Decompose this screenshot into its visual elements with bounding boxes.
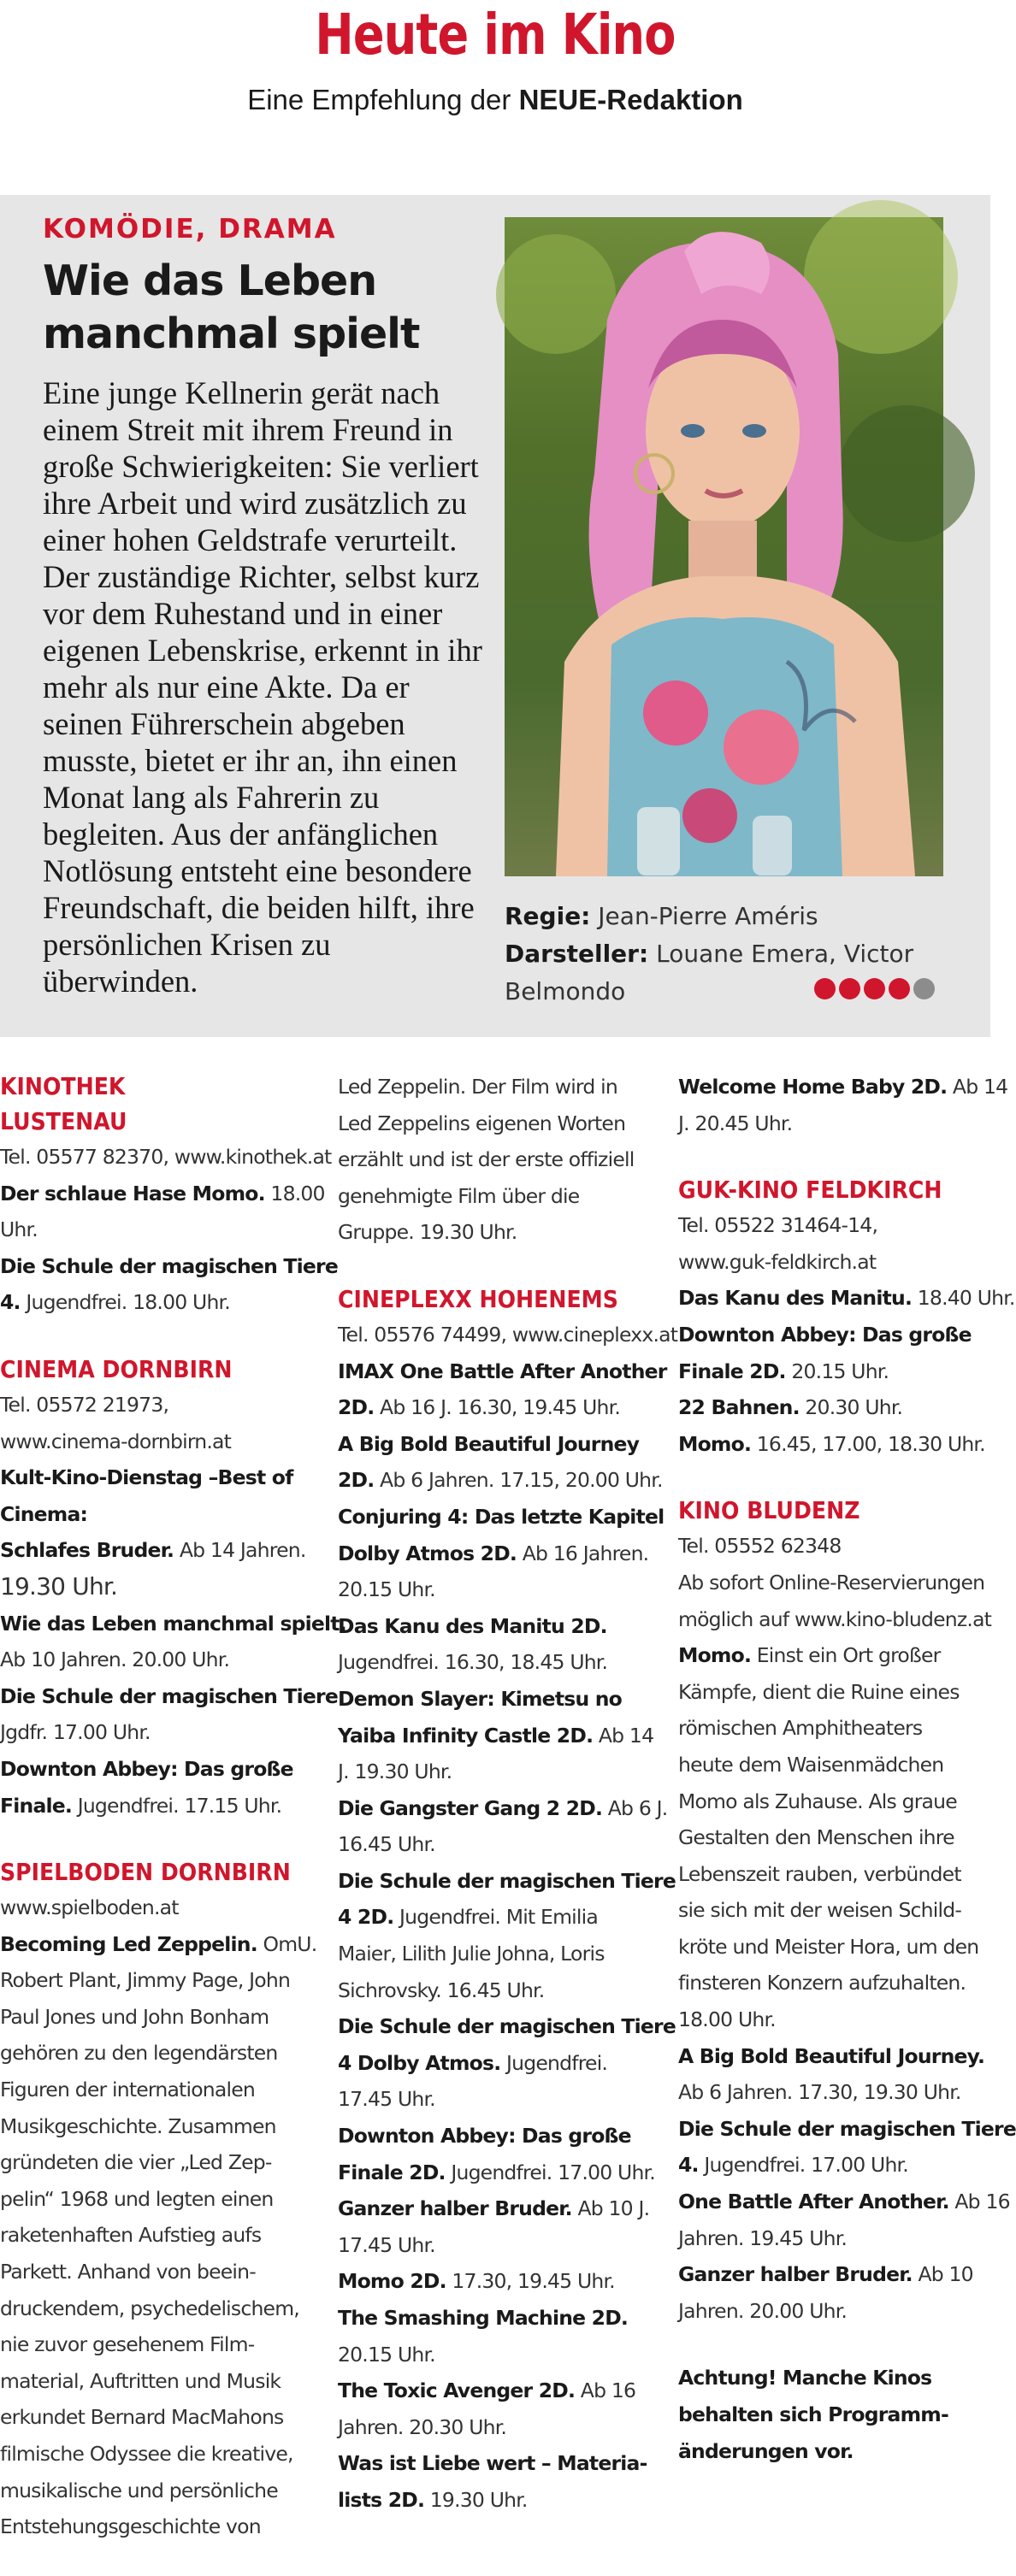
- listing-detail: Ab 14 Jahren.: [174, 1538, 306, 1563]
- movie-title: One Battle After Another.: [678, 2190, 949, 2214]
- listing-line: [0, 1569, 316, 1606]
- listing-line: [0, 2436, 316, 2473]
- listing-line: [678, 2147, 990, 2184]
- listing-detail: Ab sofort Online-Reservierungen: [678, 1570, 985, 1595]
- listing-line: [338, 1214, 663, 1251]
- credit-cast: [505, 935, 949, 973]
- listing-detail: material, Auftritten und Musik: [0, 2368, 281, 2393]
- listing-line: [678, 2001, 990, 2038]
- listing-line: [338, 2263, 663, 2300]
- movie-title: 4 2D.: [338, 1905, 394, 1930]
- rating-dot-filled: [839, 978, 860, 999]
- movie-title: A Big Bold Beautiful Journey: [338, 1431, 640, 1456]
- listing-line: [338, 1426, 663, 1463]
- listing-detail: 18.40 Uhr.: [912, 1286, 1015, 1311]
- listing-detail: Jugendfrei.: [500, 2050, 608, 2075]
- listing-line: [0, 1999, 316, 2036]
- listing-detail: Ab 16 Jahren.: [517, 1541, 649, 1565]
- listing-detail: Ab 10 Jahren. 20.00 Uhr.: [0, 1648, 230, 1672]
- listing-detail: gehören zu den legendärsten: [0, 2041, 278, 2066]
- listing-detail: genehmigte Film über die: [338, 1183, 580, 1208]
- listing-detail: www.cinema-dornbirn.at: [0, 1429, 232, 1453]
- listing-line: [0, 2108, 316, 2145]
- movie-title: Downton Abbey: Das große: [338, 2124, 631, 2149]
- feature-genre: KOMÖDIE, DRAMA: [43, 214, 337, 245]
- cinema-name: KINOTHEK: [0, 1072, 126, 1100]
- listing-line: [338, 1317, 678, 1353]
- listing-detail: Uhr.: [0, 1217, 38, 1242]
- listing-column-2: [338, 1069, 678, 2549]
- listing-line: [338, 2227, 663, 2264]
- movie-title: Die Schule der magischen Tiere: [338, 2014, 676, 2039]
- credit-cast-label: Darsteller:: [505, 940, 649, 968]
- listing-line: [678, 2293, 990, 2330]
- movie-title: Momo.: [678, 1643, 752, 1668]
- listing-line: [338, 2190, 663, 2227]
- movie-title: Cinema:: [0, 1501, 88, 1526]
- listing-line: [338, 1863, 676, 1900]
- listing-detail: Einst ein Ort großer: [751, 1643, 941, 1668]
- listing-detail: www.guk-feldkirch.at: [678, 1249, 877, 1274]
- listing-line: [678, 1565, 990, 1601]
- listing-detail: Parkett. Anhand von beein-: [0, 2260, 256, 2284]
- listing-detail: 19.30 Uhr.: [424, 2487, 528, 2512]
- listing-detail: Ab 6 J.: [602, 1795, 668, 1820]
- listing-line: [0, 1714, 316, 1751]
- listing-detail: 16.45 Uhr.: [338, 1832, 435, 1857]
- listing-line: [0, 2473, 316, 2509]
- listing-line: [0, 1926, 316, 1963]
- listing-line: [0, 1284, 316, 1321]
- listing-line: [678, 2360, 990, 2396]
- movie-title: Welcome Home Baby 2D.: [678, 1075, 948, 1099]
- listing-detail: druckendem, psychedelischem,: [0, 2296, 299, 2320]
- movie-title: Demon Slayer: Kimetsu no: [338, 1686, 623, 1711]
- listing-line: [338, 1681, 663, 1718]
- listing-line: [0, 1532, 316, 1569]
- listing-detail: Jahren. 20.00 Uhr.: [678, 2298, 848, 2323]
- cinema-name: CINEMA DORNBIRN: [0, 1354, 233, 1383]
- listing-line: [678, 1528, 990, 1565]
- listing-line: [338, 1499, 663, 1536]
- movie-title: 4.: [0, 1290, 21, 1315]
- listing-line: [678, 1819, 990, 1856]
- movie-title: 22 Bahnen.: [678, 1395, 800, 1420]
- listing-line: [678, 1353, 990, 1390]
- listing-detail: Jugendfrei. 18.00 Uhr.: [20, 1290, 230, 1315]
- movie-title: Dolby Atmos 2D.: [338, 1541, 517, 1565]
- listing-line: [0, 2217, 316, 2254]
- listing-detail: Ab 6 Jahren. 17.30, 19.30 Uhr.: [678, 2080, 961, 2105]
- movie-title: Der schlaue Hase Momo.: [0, 1181, 265, 1205]
- listing-detail: Entstehungsgeschichte von: [0, 2514, 261, 2539]
- listing-line: [0, 2181, 316, 2218]
- listing-line: [338, 1899, 663, 1936]
- listing-detail: Jugendfrei. 17.15 Uhr.: [72, 1793, 282, 1818]
- rating-dots: [814, 978, 935, 999]
- listing-line: [338, 1105, 663, 1142]
- subtitle-brand: NEUE-Redaktion: [518, 84, 743, 115]
- listing-detail: pelin“ 1968 und legten einen: [0, 2186, 274, 2211]
- listing-detail: OmU.: [257, 1931, 317, 1956]
- listing-line: [0, 1678, 346, 1715]
- movie-still-illustration: [505, 217, 943, 876]
- feature-panel: [0, 195, 990, 1037]
- cinema-listing: [338, 1069, 663, 1251]
- movie-title: 2D.: [338, 1468, 375, 1493]
- rating-dot-filled: [814, 978, 836, 999]
- listing-line: [338, 1608, 663, 1645]
- listing-detail: Gruppe. 19.30 Uhr.: [338, 1220, 517, 1245]
- listing-line: [338, 1536, 663, 1572]
- listing-line: [0, 1176, 325, 1212]
- listing-detail: Robert Plant, Jimmy Page, John: [0, 1968, 291, 1993]
- listing-detail: Ab 6 Jahren. 17.15, 20.00 Uhr.: [374, 1468, 663, 1493]
- listing-detail: www.spielboden.at: [0, 1895, 179, 1920]
- movie-title: behalten sich Programm-: [678, 2402, 948, 2426]
- movie-title: Momo 2D.: [338, 2269, 446, 2294]
- listing-line: [678, 1207, 990, 1244]
- listing-detail: 17.30, 19.45 Uhr.: [446, 2269, 615, 2294]
- listing-detail: Tel. 05552 62348: [678, 1534, 842, 1559]
- listing-line: [338, 2118, 663, 2155]
- movie-title: Wie das Leben manchmal spielt.: [0, 1611, 346, 1636]
- listing-line: [0, 1211, 316, 1248]
- listing-detail: möglich auf www.kino-bludenz.at: [678, 1606, 992, 1631]
- movie-title: A Big Bold Beautiful Journey.: [678, 2043, 985, 2068]
- listing-line: [678, 1747, 990, 1783]
- cinema-listings: [0, 1069, 1016, 2539]
- listing-line: [338, 2081, 663, 2118]
- listing-line: [0, 1139, 332, 1176]
- listing-detail: Led Zeppelin. Der Film wird in: [338, 1075, 617, 1099]
- listing-line: [338, 2482, 663, 2519]
- listing-detail: Jugendfrei. Mit Emilia: [393, 1905, 598, 1930]
- subtitle-prefix: Eine Empfehlung der: [247, 84, 511, 115]
- cinema-listing: [678, 2360, 990, 2469]
- listing-line: [678, 1317, 990, 1353]
- cinema-listing: [0, 1854, 316, 2545]
- page-title: Heute im Kino: [315, 2, 676, 68]
- movie-title: Das Kanu des Manitu 2D.: [338, 1613, 607, 1638]
- listing-detail: heute dem Waisenmädchen: [678, 1752, 944, 1777]
- listing-line: [678, 1892, 990, 1929]
- listing-line: [678, 1674, 990, 1711]
- rating-dot-empty: [913, 978, 935, 999]
- listing-detail: Tel. 05577 82370, www.kinothek.at: [0, 1145, 332, 1169]
- listing-line: [678, 2396, 990, 2433]
- movie-title: Achtung! Manche Kinos: [678, 2366, 932, 2390]
- credit-cast-value-1: Louane Emera, Victor: [656, 940, 914, 968]
- cinema-listing: [0, 1352, 346, 1824]
- movie-title: 2D.: [338, 1395, 375, 1420]
- cinema-name: KINO BLUDENZ: [678, 1496, 860, 1525]
- cinema-name: SPIELBODEN DORNBIRN: [0, 1858, 291, 1887]
- listing-line: [0, 2326, 316, 2363]
- listing-detail: raketenhaften Aufstieg aufs: [0, 2223, 262, 2248]
- listing-line: [338, 1462, 663, 1499]
- listing-detail: Ab 14: [593, 1723, 654, 1748]
- listing-line: [338, 2373, 663, 2409]
- rating-dot-filled: [864, 978, 885, 999]
- movie-title: lists 2D.: [338, 2487, 425, 2512]
- listing-detail: Tel. 05522 31464-14,: [678, 1213, 878, 1238]
- listing-line: [678, 1069, 1008, 1105]
- listing-detail: 19.30 Uhr.: [0, 1571, 118, 1600]
- listing-line: [338, 1389, 663, 1426]
- listing-detail: 20.15 Uhr.: [338, 2342, 435, 2367]
- cinema-name: GUK-KINO FELDKIRCH: [678, 1176, 942, 1205]
- listing-detail: Lebenszeit rauben, verbündet: [678, 1861, 961, 1886]
- cinema-listing: [678, 1172, 1015, 1462]
- listing-detail: erkundet Bernard MacMahons: [0, 2405, 284, 2430]
- listing-line: [0, 1751, 316, 1788]
- listing-line: [338, 1972, 663, 2009]
- listing-line: [338, 2337, 663, 2373]
- listing-line: [338, 1644, 663, 1681]
- listing-line: [678, 2184, 1010, 2220]
- listing-detail: 17.45 Uhr.: [338, 2232, 435, 2257]
- movie-title: Die Gangster Gang 2 2D.: [338, 1795, 603, 1820]
- movie-title: Downton Abbey: Das große: [0, 1756, 293, 1781]
- listing-detail: musikalische und persönliche: [0, 2478, 278, 2502]
- listing-detail: Ab 10: [912, 2262, 973, 2287]
- listing-column-3: [678, 1069, 1016, 2500]
- movie-still-photo: [505, 217, 943, 876]
- listing-line: [678, 2433, 990, 2470]
- listing-detail: Ab 16: [575, 2379, 636, 2403]
- listing-detail: filmische Odyssee die kreative,: [0, 2442, 293, 2466]
- listing-line: [0, 2363, 316, 2400]
- listing-detail: 17.45 Uhr.: [338, 2087, 435, 2112]
- movie-title: Was ist Liebe wert – Materia-: [338, 2451, 647, 2476]
- listing-line: [338, 1069, 663, 1105]
- listing-line: [338, 1718, 663, 1754]
- listing-column-1: [0, 1069, 346, 2576]
- listing-line: [678, 2038, 990, 2075]
- listing-line: [0, 1642, 316, 1678]
- movie-title: Das Kanu des Manitu.: [678, 1286, 913, 1311]
- movie-title: Ganzer halber Bruder.: [338, 2196, 572, 2221]
- listing-detail: J. 19.30 Uhr.: [338, 1760, 452, 1784]
- listing-detail: Musikgeschichte. Zusammen: [0, 2113, 276, 2138]
- listing-detail: Jahren. 19.45 Uhr.: [678, 2225, 848, 2250]
- credit-cast-value-2: Belmondo: [505, 977, 626, 1005]
- rating-dot-filled: [889, 978, 910, 999]
- listing-line: [338, 1790, 668, 1827]
- listing-line: [338, 1826, 663, 1863]
- cinema-listing: [338, 1282, 678, 2519]
- listing-line: [338, 2008, 676, 2045]
- listing-line: [338, 2300, 663, 2337]
- listing-line: [0, 2290, 316, 2327]
- listing-detail: Gestalten den Menschen ihre: [678, 1825, 954, 1850]
- listing-line: [678, 2220, 990, 2257]
- listing-detail: 16.45, 17.00, 18.30 Uhr.: [751, 1431, 985, 1456]
- listing-line: [678, 1637, 990, 1674]
- listing-detail: sie sich mit der weisen Schild-: [678, 1898, 962, 1923]
- listing-detail: 18.00: [264, 1181, 325, 1205]
- listing-line: [338, 1178, 663, 1215]
- listing-line: [678, 2111, 1016, 2148]
- listing-line: [0, 2508, 316, 2545]
- listing-line: [678, 1710, 990, 1747]
- listing-line: [678, 1965, 990, 2001]
- listing-line: [0, 2399, 316, 2436]
- listing-line: [338, 2045, 663, 2082]
- cinema-name: LUSTENAU: [0, 1107, 127, 1135]
- listing-detail: Kämpfe, dient die Ruine eines: [678, 1679, 960, 1704]
- listing-line: [678, 1244, 990, 1281]
- movie-title: Die Schule der magischen Tiere: [678, 2116, 1016, 2141]
- listing-line: [0, 2254, 316, 2290]
- listing-detail: J. 20.45 Uhr.: [678, 1111, 793, 1135]
- movie-title: Die Schule der magischen Tiere: [338, 1868, 676, 1893]
- listing-detail: 18.00 Uhr.: [678, 2007, 776, 2032]
- listing-line: [678, 1929, 990, 1966]
- page-subtitle: [0, 84, 990, 116]
- listing-detail: Ab 16 J. 16.30, 19.45 Uhr.: [374, 1395, 620, 1420]
- listing-detail: Sichrovsky. 16.45 Uhr.: [338, 1978, 545, 2002]
- listing-line: [678, 1856, 990, 1893]
- movie-title: 4.: [678, 2153, 699, 2178]
- listing-detail: 20.30 Uhr.: [799, 1395, 903, 1420]
- movie-title: Momo.: [678, 1431, 752, 1456]
- listing-line: [678, 1280, 1015, 1317]
- listing-detail: Figuren der internationalen: [0, 2078, 255, 2102]
- movie-title: The Smashing Machine 2D.: [338, 2306, 629, 2330]
- listing-detail: Maier, Lilith Julie Johna, Loris: [338, 1942, 605, 1966]
- listing-line: [0, 2144, 316, 2181]
- movie-title: Kult-Kino-Dienstag –Best of: [0, 1465, 293, 1490]
- listing-line: [338, 2445, 663, 2482]
- cinema-listing: [678, 1493, 1016, 2329]
- movie-title: The Toxic Avenger 2D.: [338, 2379, 576, 2403]
- listing-line: [678, 1389, 990, 1426]
- listing-line: [338, 1571, 663, 1608]
- listing-detail: Paul Jones und John Bonham: [0, 2004, 269, 2029]
- listing-line: [338, 2155, 663, 2191]
- listing-detail: finsteren Konzern aufzuhalten.: [678, 1971, 966, 1995]
- listing-detail: Jugendfrei. 17.00 Uhr.: [445, 2160, 655, 2184]
- listing-line: [0, 1459, 316, 1496]
- listing-detail: römischen Amphitheaters: [678, 1716, 923, 1741]
- cinema-listing: [0, 1069, 338, 1321]
- listing-detail: Ab 14: [947, 1075, 1008, 1099]
- listing-line: [338, 1936, 663, 1972]
- listing-line: [0, 1606, 346, 1642]
- listing-line: [0, 1496, 316, 1533]
- movie-title: Downton Abbey: Das große: [678, 1322, 972, 1347]
- listing-detail: 20.15 Uhr.: [785, 1359, 889, 1383]
- listing-line: [678, 2256, 990, 2293]
- listing-detail: 20.15 Uhr.: [338, 1577, 435, 1602]
- listing-detail: Jgdfr. 17.00 Uhr.: [0, 1720, 151, 1745]
- movie-title: Finale 2D.: [678, 1359, 786, 1383]
- feature-title: Wie das Leben manchmal spielt: [43, 256, 420, 358]
- header: [0, 0, 990, 162]
- listing-detail: kröte und Meister Hora, um den: [678, 1934, 979, 1959]
- listing-line: [678, 2074, 990, 2111]
- listing-line: [678, 1426, 990, 1463]
- movie-title: Die Schule der magischen Tiere: [0, 1253, 338, 1278]
- listing-line: [678, 1105, 990, 1142]
- credit-director-label: Regie:: [505, 902, 591, 930]
- listing-line: [0, 1889, 316, 1926]
- listing-line: [0, 1788, 316, 1824]
- listing-detail: Tel. 05576 74499, www.cineplexx.at: [338, 1322, 678, 1347]
- listing-line: [678, 1601, 990, 1638]
- cinema-name: CINEPLEXX HOHENEMS: [338, 1284, 618, 1313]
- listing-line: [678, 1783, 990, 1820]
- listing-line: [0, 2035, 316, 2072]
- listing-line: [338, 1353, 667, 1390]
- credit-director: [505, 898, 949, 935]
- listing-detail: gründeten die vier „Led Zep-: [0, 2150, 272, 2175]
- movie-title: Die Schule der magischen Tiere.: [0, 1683, 346, 1708]
- listing-detail: Ab 10 J.: [571, 2196, 650, 2221]
- movie-title: Becoming Led Zeppelin.: [0, 1931, 257, 1956]
- listing-line: [338, 2409, 663, 2446]
- listing-line: [0, 2072, 316, 2108]
- movie-title: 4 Dolby Atmos.: [338, 2050, 501, 2075]
- listing-detail: nie zuvor gesehenem Film-: [0, 2332, 255, 2357]
- feature-text: Eine junge Kellnerin gerät nach einem Streit mit ihrem Freund in große Schwierigkeiten: Sie verliert ihre Arbeit und wird zusätzlich zu einer hohen Geldstrafe verurteilt. Der zuständige Richter, selbst kurz vor dem Ruhestand und in einer eigenen Lebenskrise, erkennt in ihr mehr als nur eine Akte. Da er seinen Führerschein abgeben musste, bietet er ihr an, ihn einen Monat lang als Fahrerin zu begleiten. Aus der anfänglichen Notlösung entsteht eine besondere Freundschaft, die beiden hilft, ihre persönlichen Krisen zu überwinden.: [43, 375, 482, 999]
- credit-director-value: Jean-Pierre Améris: [598, 902, 818, 930]
- listing-line: [338, 1141, 663, 1178]
- listing-detail: Tel. 05572 21973,: [0, 1392, 169, 1417]
- movie-title: Yaiba Infinity Castle 2D.: [338, 1723, 594, 1748]
- listing-detail: Jugendfrei. 16.30, 18.45 Uhr.: [338, 1650, 608, 1675]
- movie-title: Ganzer halber Bruder.: [678, 2262, 913, 2287]
- movie-title: Finale 2D.: [338, 2160, 446, 2184]
- listing-line: [338, 1754, 663, 1790]
- listing-detail: Jahren. 20.30 Uhr.: [338, 2414, 507, 2439]
- movie-title: Schlafes Bruder.: [0, 1538, 174, 1563]
- listing-line: [0, 1248, 338, 1285]
- movie-title: änderungen vor.: [678, 2438, 854, 2463]
- listing-detail: Jugendfrei. 17.00 Uhr.: [698, 2153, 908, 2178]
- movie-title: IMAX One Battle After Another: [338, 1359, 667, 1383]
- listing-detail: Ab 16: [948, 2190, 1010, 2214]
- listing-line: [0, 1387, 316, 1424]
- listing-line: [0, 1962, 316, 1999]
- cinema-listing: [678, 1069, 1008, 1141]
- movie-title: Finale.: [0, 1793, 73, 1818]
- listing-line: [0, 1424, 316, 1460]
- listing-detail: Momo als Zuhause. Als graue: [678, 1789, 957, 1813]
- listing-detail: erzählt und ist der erste offiziell: [338, 1147, 635, 1172]
- listing-detail: Led Zeppelins eigenen Worten: [338, 1111, 626, 1135]
- movie-title: Conjuring 4: Das letzte Kapitel: [338, 1504, 665, 1529]
